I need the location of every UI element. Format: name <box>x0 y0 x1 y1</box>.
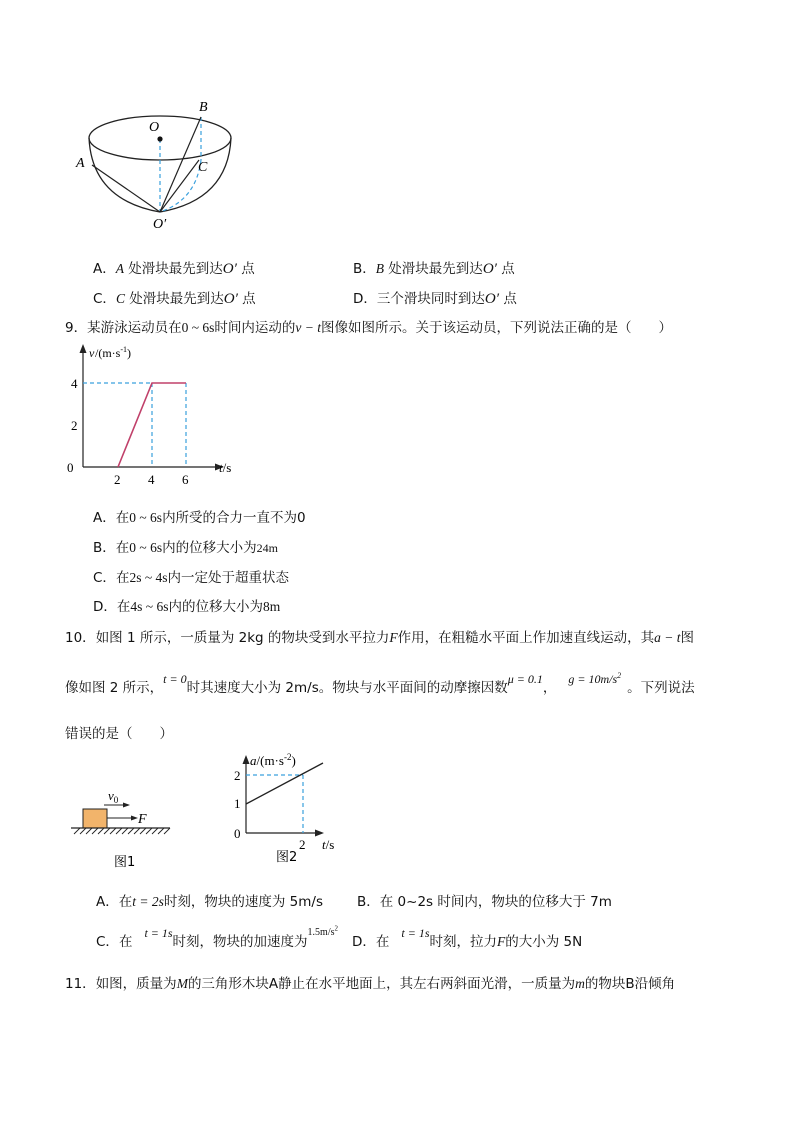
q11-stem: 11．如图，质量为M的三角形木块A静止在水平地面上，其左右两斜面光滑，一质量为m的物块B沿倾角 <box>65 976 676 992</box>
at-xtick-2: 2 <box>299 837 306 852</box>
q8-option-a[interactable]: A．A 处滑块最先到达O′ 点 <box>93 261 255 277</box>
ytick-4: 4 <box>71 376 78 391</box>
fig2-caption: 图2 <box>276 850 298 865</box>
at-ylabel: $a/(m\cdot s^{-2})$ <box>250 752 296 768</box>
q9-option-a[interactable]: A．在0 ~ 6s内所受的合力一直不为0 <box>93 510 306 526</box>
xlabel: t/s <box>219 460 232 475</box>
label-B: B <box>199 100 208 115</box>
ytick-0: 0 <box>67 460 74 475</box>
q10-line3: 错误的是（ ） <box>65 726 173 742</box>
at-xlabel: t/s <box>322 837 335 852</box>
ytick-2: 2 <box>71 418 78 433</box>
q9-stem: 9．某游泳运动员在0 ~ 6s时间内运动的v − t图像如图所示。关于该运动员，下列说法正确的是（ ） <box>65 320 673 336</box>
xtick-2: 2 <box>114 472 121 487</box>
q10-option-a[interactable]: A．在t = 2s时刻，物块的速度为 5m/s <box>96 894 323 910</box>
label-A: A <box>76 156 85 171</box>
q10-line2: 像如图 2 所示，t = 0时其速度大小为 2m/s。物块与水平面间的动摩擦因数μ = 0.1，$g = 10m/s^2$。下列说法 <box>65 671 695 696</box>
at-y-arrow <box>243 755 250 764</box>
q9-option-b[interactable]: B．在0 ~ 6s内的位移大小为24m <box>93 540 278 556</box>
q10-option-c[interactable]: C．在t = 1s时刻，物块的加速度为$^{1.5m/s^2}$ <box>96 924 338 950</box>
q10-line1: 10．如图 1 所示，一质量为 2kg 的物块受到水平拉力F作用，在粗糙水平面上作加速直线运动，其a − t图 <box>65 630 695 646</box>
ylabel-text: $/(m\cdot s^{-1})$ <box>95 345 132 360</box>
at-ytick-1: 1 <box>234 796 241 811</box>
q9-option-d[interactable]: D．在4s ~ 6s内的位移大小为8m <box>93 599 281 615</box>
q9-option-c[interactable]: C．在2s ~ 4s内一定处于超重状态 <box>93 570 289 586</box>
label-O: O <box>149 120 160 135</box>
v0-label: $v_0$ <box>108 788 119 805</box>
xtick-4: 4 <box>148 472 155 487</box>
F-label: F <box>138 812 147 827</box>
at-ytick-0: 0 <box>234 826 241 841</box>
q8-option-d[interactable]: D．三个滑块同时到达O′ 点 <box>353 291 517 307</box>
accel-line <box>246 763 323 804</box>
label-C: C <box>198 160 208 175</box>
q8-option-b[interactable]: B．B 处滑块最先到达O′ 点 <box>353 261 515 277</box>
label-O-prime: O′ <box>153 217 167 232</box>
q8-option-c[interactable]: C．C 处滑块最先到达O′ 点 <box>93 291 256 307</box>
at-x-arrow <box>315 830 324 837</box>
fig1-caption: 图1 <box>114 855 136 870</box>
ylabel: v <box>89 346 95 360</box>
q10-option-d[interactable]: D．在t = 1s时刻，拉力F的大小为 5N <box>352 926 583 950</box>
at-ytick-2: 2 <box>234 768 241 783</box>
xtick-6: 6 <box>182 472 189 487</box>
q10-option-b[interactable]: B．在 0~2s 时间内，物块的位移大于 7m <box>357 894 612 910</box>
